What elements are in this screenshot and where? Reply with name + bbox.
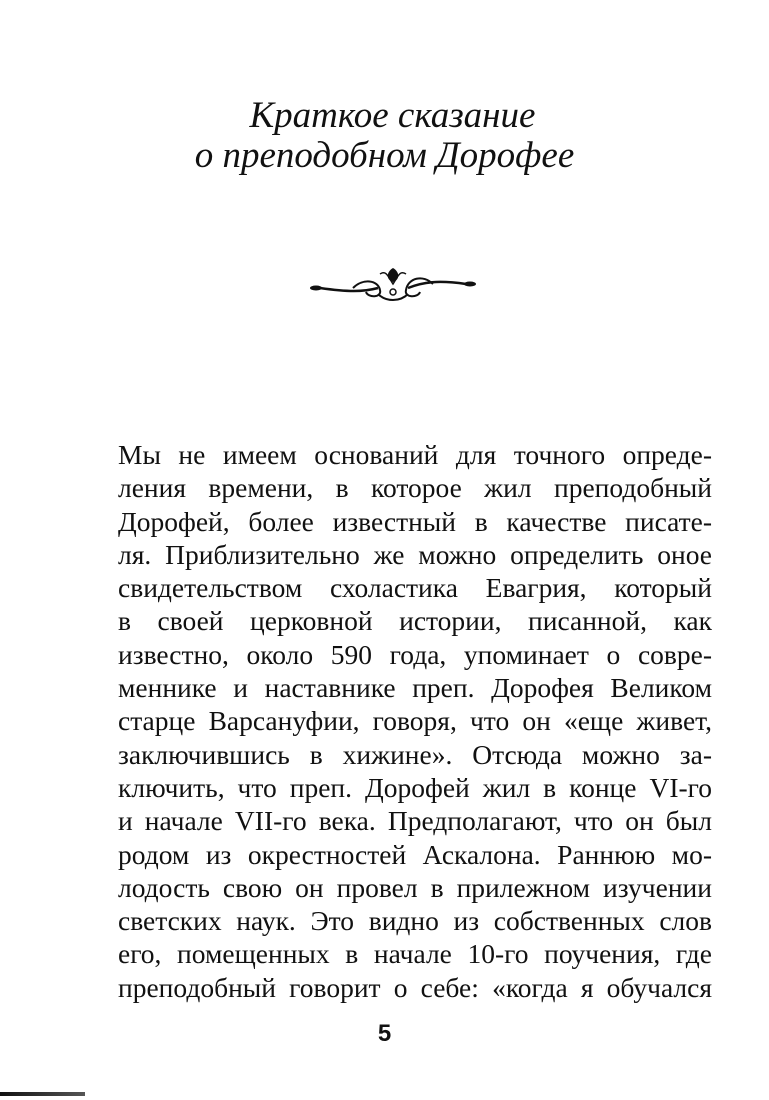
chapter-title-line-1: Краткое сказание: [249, 95, 536, 136]
text-line: ключить, что преп. Дорофей жил в конце VI-го: [118, 771, 712, 803]
page-number: 5: [377, 1020, 392, 1047]
decorative-flourish-icon: [308, 262, 478, 306]
text-line: в своей церковной истории, писанной, как: [118, 605, 712, 637]
text-line: и начале VII-го века. Предполагают, что он был: [118, 805, 712, 837]
text-line: Дорофей, более известный в качестве писате-: [118, 505, 712, 537]
text-line: лодость свою он провел в прилежном изучении: [118, 871, 712, 903]
text-line: светских наук. Это видно из собственных слов: [118, 905, 712, 937]
text-line: меннике и наставнике преп. Дорофея Великом: [118, 672, 712, 704]
text-line: ля. Приблизительно же можно определить оное: [118, 538, 712, 570]
text-line: Мы не имеем оснований для точного опреде-: [118, 439, 712, 470]
text-line: свидетельством схоластика Евагрия, который: [118, 572, 712, 604]
text-line: преподобный говорит о себе: «когда я обучался: [118, 971, 712, 1003]
text-line: ления времени, в которое жил преподобный: [118, 472, 712, 504]
text-line: известно, около 590 года, упоминает о совре-: [118, 638, 712, 670]
text-line: его, помещенных в начале 10-го поучения, где: [118, 938, 712, 970]
scan-edge-mark: [0, 1092, 85, 1096]
text-line: старце Варсануфии, говоря, что он «еще живет,: [118, 705, 712, 737]
text-line: родом из окрестностей Аскалона. Раннюю мо-: [118, 838, 712, 870]
body-text: [118, 438, 712, 1004]
chapter-title-line-2: о преподобном Дорофее: [194, 135, 575, 176]
text-line: заключившись в хижине». Отсюда можно за-: [118, 738, 712, 770]
